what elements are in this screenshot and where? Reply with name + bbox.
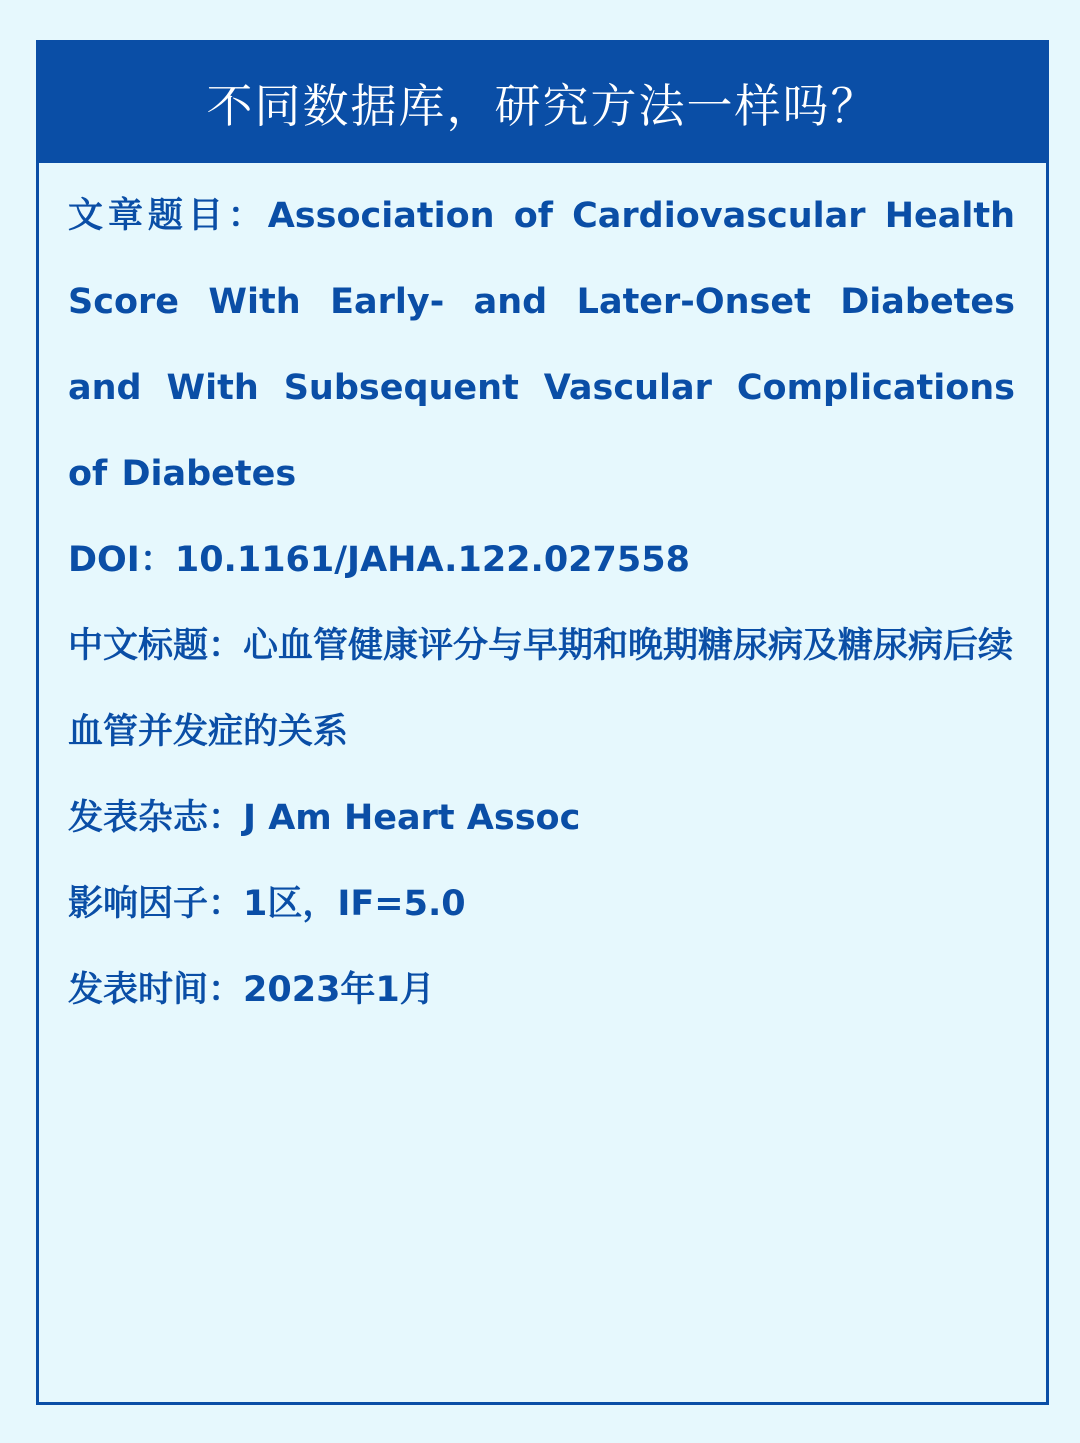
header-banner <box>39 43 1046 163</box>
article-title-row <box>68 173 1015 517</box>
publish-date-value: 2023年1月 <box>243 970 435 1010</box>
doi-label: DOI： <box>68 540 175 580</box>
impact-factor-value: 1区，IF=5.0 <box>243 884 466 924</box>
journal-value: J Am Heart Assoc <box>243 798 581 838</box>
article-title-value: Association of Cardiovascular Health Score With Early- and Later-Onset Diabetes and With Subsequent Vascular Complications of Diabetes <box>68 196 1015 494</box>
publish-date-row <box>68 947 1015 1033</box>
impact-factor-label: 影响因子： <box>68 884 244 924</box>
article-info <box>68 173 1015 1033</box>
page-title: 不同数据库，研究方法一样吗？ <box>206 79 879 133</box>
cn-title-value: 心血管健康评分与早期和晚期糖尿病及糖尿病后续血管并发症的关系 <box>68 626 1014 752</box>
cn-title-row <box>68 603 1015 775</box>
article-title-label: 文章题目： <box>68 196 268 236</box>
journal-row <box>68 775 1015 861</box>
journal-label: 发表杂志： <box>68 798 244 838</box>
doi-value: 10.1161/JAHA.122.027558 <box>174 540 690 580</box>
publish-date-label: 发表时间： <box>68 970 244 1010</box>
info-card <box>36 40 1049 1405</box>
cn-title-label: 中文标题： <box>68 626 244 666</box>
doi-row <box>68 517 1015 603</box>
impact-factor-row <box>68 861 1015 947</box>
